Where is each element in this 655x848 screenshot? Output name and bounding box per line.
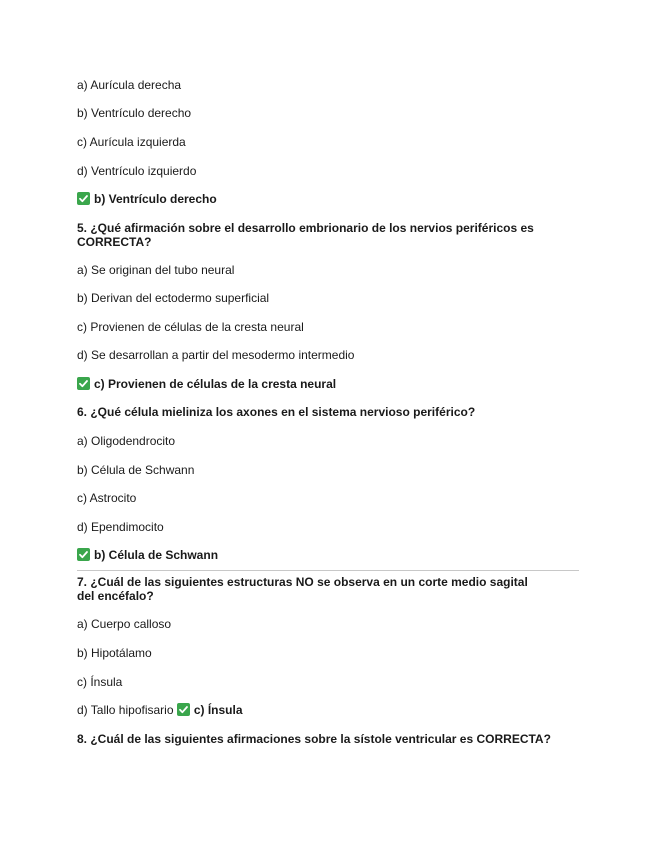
q5-answer — [77, 377, 336, 391]
q6-option-c: c) Astrocito — [77, 491, 137, 505]
q6-option-a: a) Oligodendrocito — [77, 434, 176, 448]
q4-option-c: c) Aurícula izquierda — [77, 135, 186, 149]
q5-question: 5. ¿Qué afirmación sobre el desarrollo embrionario de los nervios periféricos es CORRECTA? — [77, 221, 534, 249]
q6-answer-text: b) Célula de Schwann — [94, 548, 219, 562]
q5-option-a: a) Se originan del tubo neural — [77, 263, 235, 277]
check-mark-icon — [77, 548, 90, 561]
q7-option-d-with-answer — [77, 703, 243, 717]
check-mark-icon — [177, 703, 190, 716]
q4-answer-text: b) Ventrículo derecho — [94, 192, 217, 206]
q4-answer — [77, 192, 217, 206]
q8-question: 8. ¿Cuál de las siguientes afirmaciones sobre la sístole ventricular es CORRECTA? — [77, 732, 551, 746]
q5-answer-text: c) Provienen de células de la cresta neural — [94, 377, 337, 391]
q4-option-b: b) Ventrículo derecho — [77, 106, 192, 120]
q5-option-c: c) Provienen de células de la cresta neural — [77, 320, 304, 334]
section-divider — [77, 570, 579, 571]
q7-option-a: a) Cuerpo calloso — [77, 617, 172, 631]
q7-option-c: c) Ínsula — [77, 675, 123, 689]
q7-option-b: b) Hipotálamo — [77, 646, 152, 660]
q5-option-d: d) Se desarrollan a partir del mesodermo intermedio — [77, 348, 355, 362]
check-mark-icon — [77, 377, 90, 390]
q7-answer — [177, 703, 243, 717]
check-mark-icon — [77, 192, 90, 205]
q7-answer-text: c) Ínsula — [193, 703, 243, 717]
q6-option-d: d) Ependimocito — [77, 520, 164, 534]
q7-question: 7. ¿Cuál de las siguientes estructuras NO se observa en un corte medio sagital del encéfalo? — [77, 575, 528, 603]
q7-option-d: d) Tallo hipofisario — [77, 703, 174, 717]
q6-answer — [77, 548, 218, 562]
q6-option-b: b) Célula de Schwann — [77, 463, 195, 477]
q6-question: 6. ¿Qué célula mieliniza los axones en el sistema nervioso periférico? — [77, 405, 476, 419]
q4-option-d: d) Ventrículo izquierdo — [77, 164, 197, 178]
q4-option-a: a) Aurícula derecha — [77, 78, 182, 92]
q5-option-b: b) Derivan del ectodermo superficial — [77, 291, 270, 305]
